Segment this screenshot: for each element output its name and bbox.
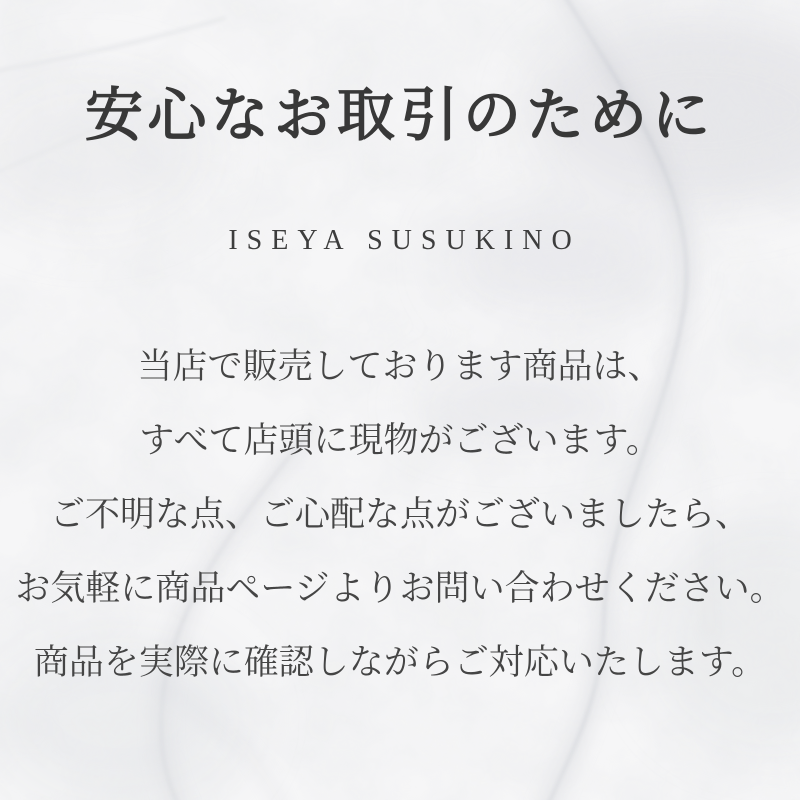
body-text bbox=[0, 330, 800, 700]
page-title: 安心なお取引のために bbox=[84, 83, 715, 148]
body-line: お気軽に商品ページよりお問い合わせください。 bbox=[15, 569, 785, 608]
body-line: すべて店頭に現物がございます。 bbox=[139, 421, 661, 460]
body-line: 当店で販売しております商品は、 bbox=[137, 347, 663, 386]
brand-name: ISEYA SUSUKINO bbox=[228, 225, 581, 256]
body-line: 商品を実際に確認しながらご対応いたします。 bbox=[33, 643, 767, 682]
body-line: ご不明な点、ご心配な点がございましたら、 bbox=[49, 495, 750, 534]
